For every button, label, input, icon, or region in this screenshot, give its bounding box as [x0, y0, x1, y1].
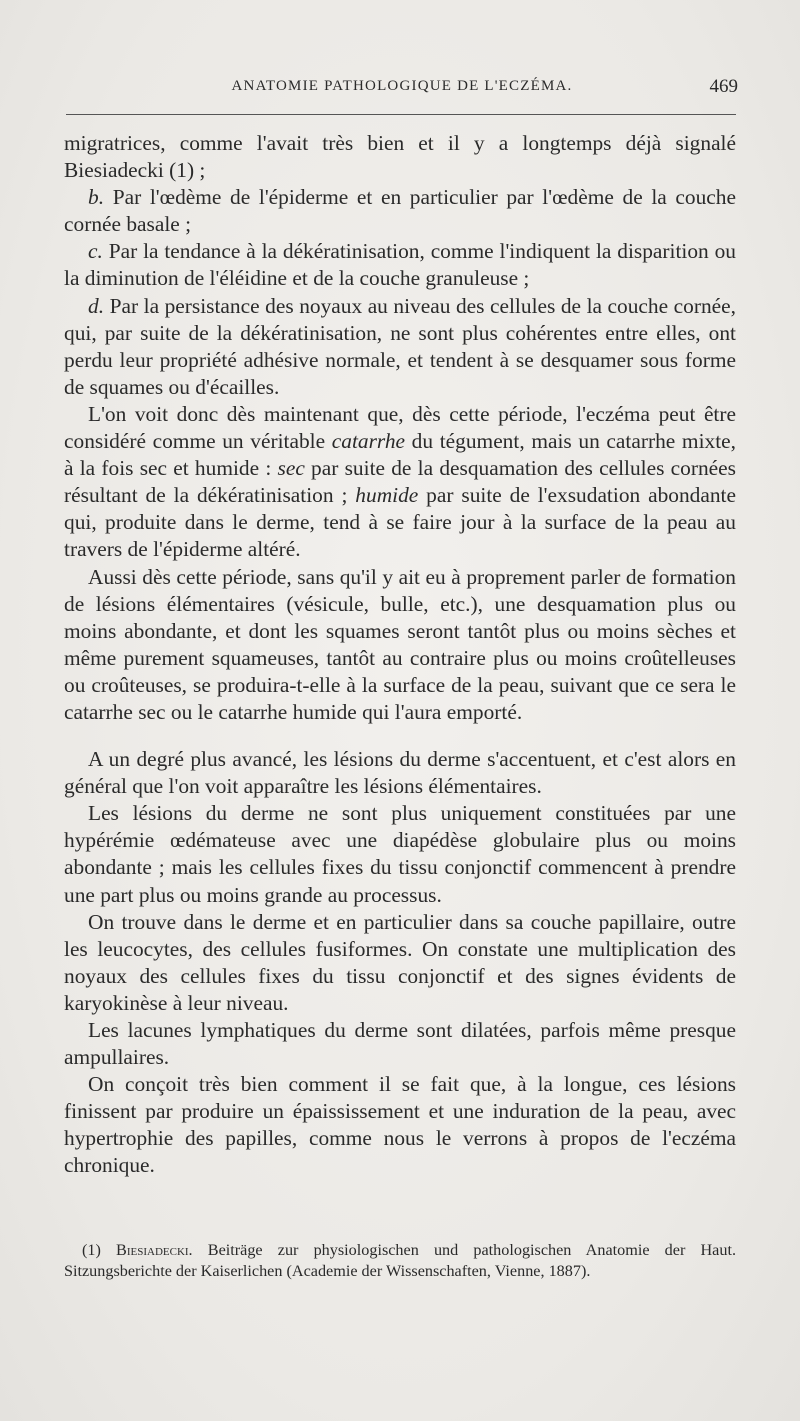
paragraph-6: Aussi dès cette période, sans qu'il y ait eu à proprement parler de formation de lésions élémentaires (vésicule, bulle, etc.), une desquamation plus ou moins abondante, et dont les squames seront tantôt plus ou moins sèches et même purement squameuses, tantôt au contraire plus ou moins croûtelleuses ou croûteuses, se produira-t-elle à la surface de la peau, suivant que ce sera le catarrhe sec ou le catarrhe humide qui l'aura emporté.	[64, 564, 736, 724]
paragraph-1: migratrices, comme l'avait très bien et il y a longtemps déjà signalé Biesiadecki (1) ;	[64, 131, 736, 183]
item-label-d: d.	[88, 293, 105, 318]
paragraph-4	[64, 293, 736, 401]
paragraph-11: On conçoit très bien comment il se fait que, à la longue, ces lésions finissent par produire un épaississement et une induration de la peau, avec hypertrophie des papilles, comme nous le verrons à propos de l'eczéma chronique.	[64, 1072, 736, 1178]
item-text-c: Par la tendance à la dékératinisation, comme l'indiquent la disparition ou la diminution de l'éléidine et de la couche granuleuse ;	[64, 239, 736, 291]
page-number: 469	[709, 76, 738, 97]
text-run: du tégument, mais un catarrhe mixte, à la fois sec et humide :	[64, 429, 736, 481]
body-text	[64, 130, 736, 1180]
italic-term: sec	[277, 456, 305, 481]
paragraph-9: On trouve dans le derme et en particulier dans sa couche papillaire, outre les leucocytes, des cellules fusiformes. On constate une multiplication des noyaux des cellules fixes du tissu conjonctif et des signes évidents de karyokinèse à leur niveau.	[64, 909, 736, 1015]
item-text-b: Par l'œdème de l'épiderme et en particulier par l'œdème de la couche cornée basale ;	[64, 185, 736, 237]
paragraph-5	[64, 401, 736, 564]
italic-term: catarrhe	[331, 429, 406, 454]
paragraph-7: A un degré plus avancé, les lésions du derme s'accentuent, et c'est alors en général que l'on voit apparaître les lésions élémentaires.	[64, 747, 736, 799]
text-run: par suite de la desquamation des cellules cornées résultant de la dékératinisation ;	[64, 456, 736, 508]
footnote-entry	[64, 1240, 736, 1281]
item-label-b: b.	[88, 185, 105, 210]
footnote-text: Beiträge zur physiologischen und pathologischen Anatomie der Haut. Sitzungsberichte der Kaiserlichen (Academie der Wissenschaften, Vienne, 1887).	[64, 1241, 737, 1280]
footnote-author: Biesiadecki.	[116, 1241, 193, 1259]
paragraph-10: Les lacunes lymphatiques du derme sont dilatées, parfois même presque ampullaires.	[64, 1018, 736, 1070]
header-rule	[66, 114, 736, 115]
text-run: par suite de l'exsudation abondante qui, produite dans le derme, tend à se faire jour à la surface de la peau au travers de l'épiderme altéré.	[64, 483, 736, 562]
paragraph-3	[64, 238, 736, 292]
paragraph-2	[64, 184, 736, 238]
italic-term: humide	[355, 483, 419, 508]
running-title: ANATOMIE PATHOLOGIQUE DE L'ECZÉMA.	[231, 78, 573, 94]
item-label-c: c.	[88, 239, 103, 264]
footnote-marker: (1)	[82, 1241, 101, 1259]
text-run: L'on voit donc dès maintenant que, dès cette période, l'eczéma peut être considéré comme un véritable	[64, 401, 736, 454]
page-header	[64, 76, 740, 100]
footnote	[64, 1240, 736, 1281]
item-text-d: Par la persistance des noyaux au niveau des cellules de la couche cornée, qui, par suite de la dékératinisation, ne sont plus cohérentes entre elles, ont perdu leur propriété adhésive normale, et tendent à se desquamer sous forme de squames ou d'écailles.	[64, 293, 736, 399]
paragraph-8: Les lésions du derme ne sont plus uniquement constituées par une hypérémie œdémateuse avec une diapédèse globulaire plus ou moins abondante ; mais les cellules fixes du tissu conjonctif commencent à prendre une part plus ou moins grande au processus.	[64, 801, 736, 907]
